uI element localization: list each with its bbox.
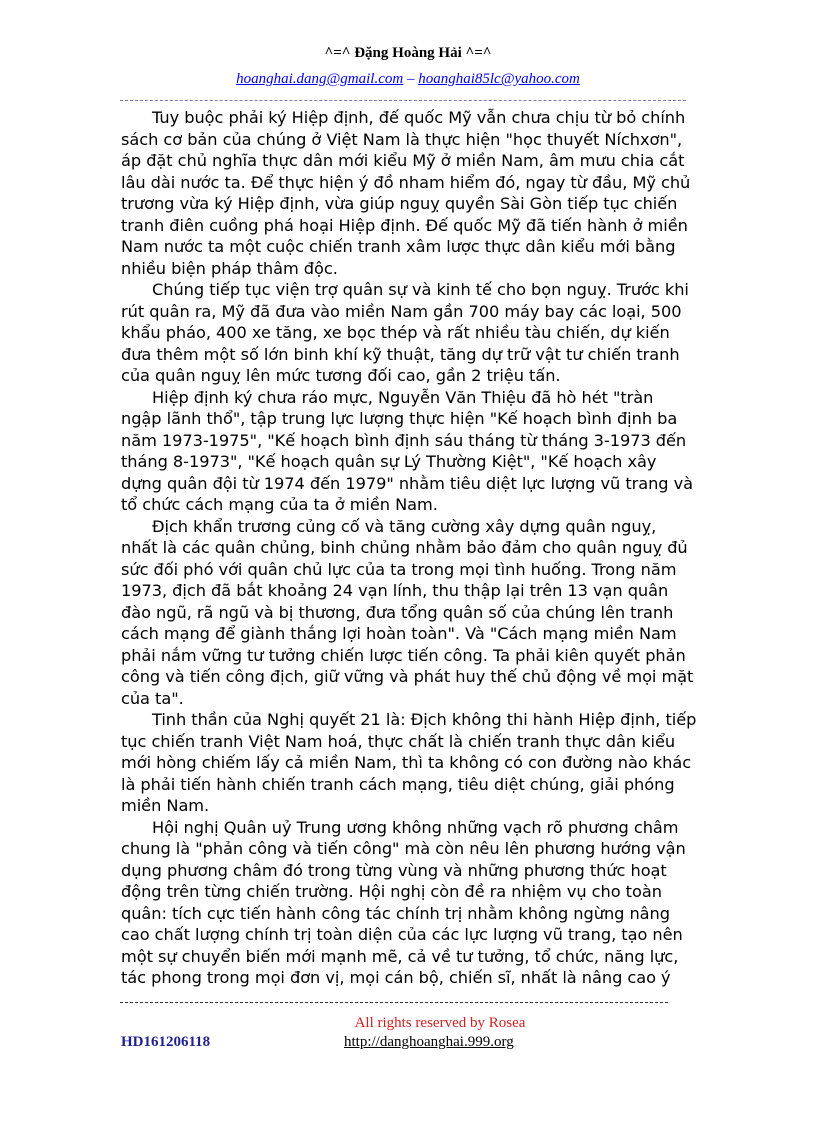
email-link-yahoo[interactable]: hoanghai85lc@yahoo.com xyxy=(418,71,580,87)
paragraph: Chúng tiếp tục viện trợ quân sự và kinh tế cho bọn nguỵ. Trước khi rút quân ra, Mỹ đã đưa vào miền Nam gần 700 máy bay các loại, 500 khẩu pháo, 400 xe tăng, xe bọc thép và rất nhiều tàu chiến, dự kiến đưa thêm một số lớn binh khí kỹ thuật, tăng dự trữ vật tư chiến tranh của quân nguỵ lên mức tương đối cao, gần 2 triệu tấn. xyxy=(121,280,689,385)
header-divider xyxy=(120,100,686,101)
document-code: HD161206118 xyxy=(121,1034,211,1050)
paragraph: Tuy buộc phải ký Hiệp định, đế quốc Mỹ vẫn chưa chịu từ bỏ chính sách cơ bản của chúng ở Việt Nam là thực hiện "học thuyết Níchxơn", áp đặt chủ nghĩa thực dân mới kiểu Mỹ ở miền Nam, âm mưu chia cắt lâu dài nước ta. Để thực hiện ý đồ nham hiểm đó, ngay từ đầu, Mỹ chủ trương vừa ký Hiệp định, vừa giúp nguỵ quyền Sài Gòn tiếp tục chiến tranh điên cuồng phá hoại Hiệp định. Đế quốc Mỹ đã tiến hành ở miền Nam nước ta một cuộc chiến tranh xâm lược thực dân kiểu mới bằng nhiều biện pháp thâm độc. xyxy=(121,108,691,278)
footer-divider xyxy=(120,1002,668,1003)
email-link-gmail[interactable]: hoanghai.dang@gmail.com xyxy=(236,71,404,87)
website-url xyxy=(344,1034,514,1051)
paragraph: Hiệp định ký chưa ráo mực, Nguyễn Văn Thiệu đã hò hét "tràn ngập lãnh thổ", tập trung lực lượng thực hiện "Kế hoạch bình định ba năm 1973-1975", "Kế hoạch bình định sáu tháng từ tháng 3-1973 đến tháng 8-1973", "Kế hoạch quân sự Lý Thường Kiệt", "Kế hoạch xây dựng quân đội từ 1974 đến 1979" nhằm tiêu diệt lực lượng vũ trang và tổ chức cách mạng của ta ở miền Nam. xyxy=(121,387,694,514)
copyright-notice: All rights reserved by Rosea xyxy=(354,1015,526,1031)
contact-links xyxy=(0,71,816,88)
paragraph: Địch khẩn trương củng cố và tăng cường xây dựng quân nguỵ, nhất là các quân chủng, binh chủng nhằm bảo đảm cho quân nguỵ đủ sức đối phó với quân chủ lực của ta trong mọi tình huống. Trong năm 1973, địch đã bắt khoảng 24 vạn lính, thu thập lại trên 13 vạn quân đào ngũ, rã ngũ và bị thương, đưa tổng quân số của chúng lên tranh cách mạng để giành thắng lợi hoàn toàn". Và "Cách mạng miền Nam phải nắm vững tư tưởng chiến lược tiến công. Ta phải kiên quyết phản công và tiến công địch, giữ vững và phát huy thế chủ động về mọi mặt của ta". xyxy=(121,516,694,708)
paragraph: Tinh thần của Nghị quyết 21 là: Địch không thi hành Hiệp định, tiếp tục chiến tranh Việt Nam hoá, thực chất là chiến tranh thực dân kiểu mới hòng chiếm lấy cả miền Nam, thì ta không có con đường nào khác là phải tiến hành chiến tranh cách mạng, tiêu diệt chúng, giải phóng miền Nam. xyxy=(121,710,697,815)
email-separator: – xyxy=(406,71,415,87)
website-link[interactable]: http://danghoanghai.999.org xyxy=(344,1034,514,1050)
document-body xyxy=(121,107,697,989)
author-header: ^=^ Đặng Hoàng Hải ^=^ xyxy=(324,45,492,61)
paragraph: Hội nghị Quân uỷ Trung ương không những vạch rõ phương châm chung là "phản công và tiến công" mà còn nêu lên phương hướng vận dụng phương châm đó trong từng vùng và những phương thức hoạt động trên từng chiến trường. Hội nghị còn đề ra nhiệm vụ cho toàn quân: tích cực tiến hành công tác chính trị nhằm không ngừng nâng cao chất lượng chính trị toàn diện của các lực lượng vũ trang, tạo nên một sự chuyển biến mới mạnh mẽ, cả về tư tưởng, tổ chức, năng lực, tác phong trong mọi đơn vị, mọi cán bộ, chiến sĩ, nhất là nâng cao ý xyxy=(121,817,686,987)
